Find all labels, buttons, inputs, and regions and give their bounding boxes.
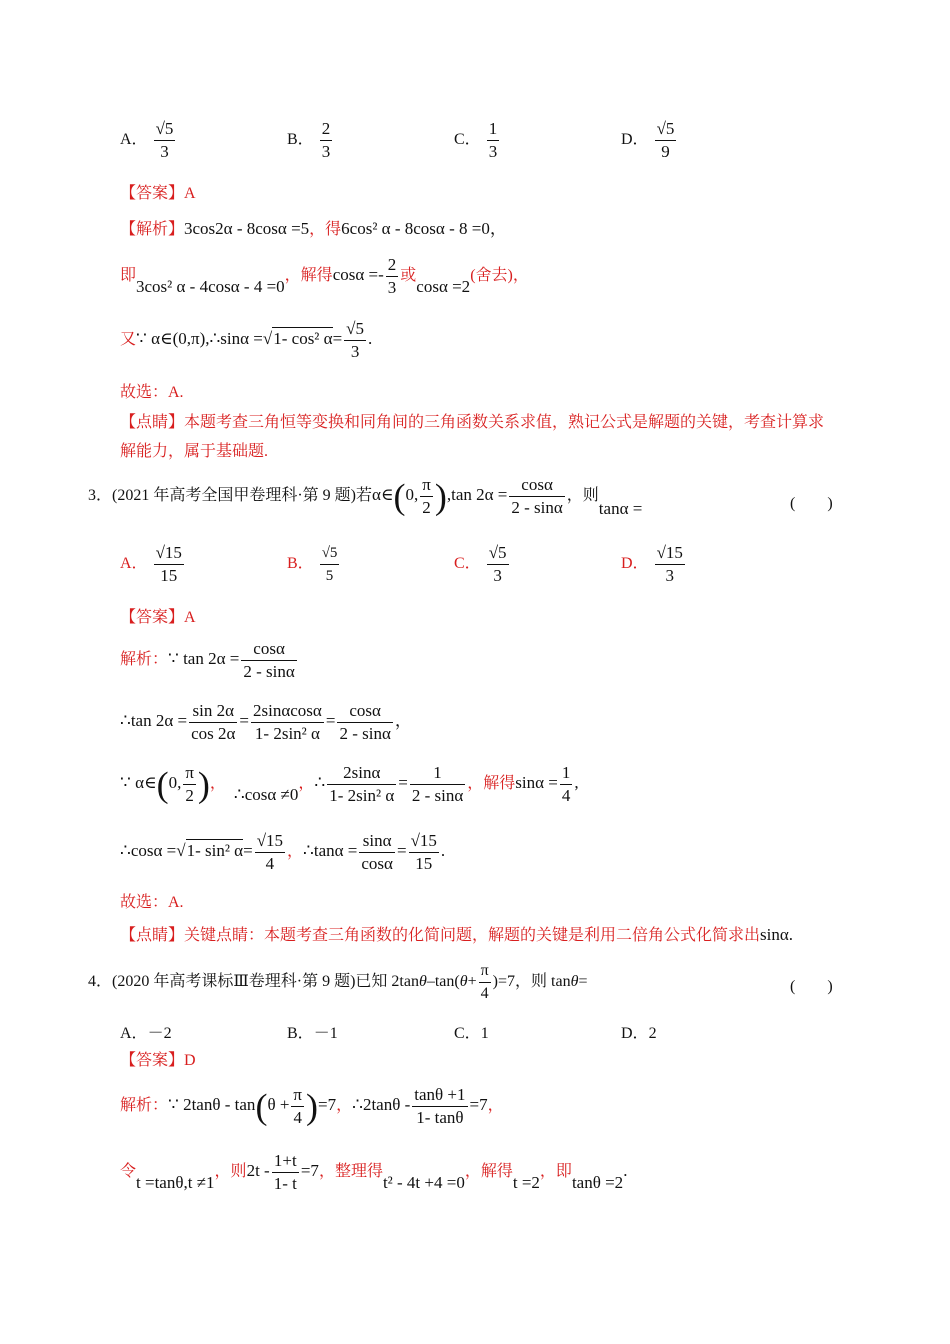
q2-option-c: C． $\frac{1}{3}$ [454,119,498,161]
q3-option-b: B． $\frac{√5}{5}$ [287,542,341,587]
q3-stem: 3．(2021 年高考全国甲卷理科·第 9 题)若α∈(0, $\frac{\pi}{2}$ ),tan 2α = $\frac{\cos\alpha}{2 - \sin\alpha}$ ，则tanα = [88,475,643,519]
sqrt-radicand: 1- cos² α [273,329,333,349]
q3-analysis-line-3: ∵ α∈(0, $\frac{\pi}{2}$ )，∴cosα ≠0，∴ $\frac{2\sin\alpha}{\text{1- 2sin² α}}$ = $\frac{1}{2 - \sin\alpha}$ ，解得sinα = $\frac{1}{4}$ , [120,763,579,805]
q2-choose: 故选：A. [120,384,184,401]
q2-analysis-line-1: 【解析】3cos2α - 8cosα =5，得6cos² α - 8cosα - 8 =0， [120,219,507,238]
q4-option-b: B．－1 [287,1025,338,1042]
q2-analysis-line-3: 又∵ α∈(0,π),∴sinα =√1- cos² α= $\frac{√5}{3}$ . [120,319,373,361]
q4-option-d: D．2 [621,1025,657,1042]
q4-answer-blank: ( ) [790,978,833,995]
q4-analysis-line-1: 解析：∵ 2tanθ - tan(θ + $\frac{\pi}{4}$ )=7，∴2tanθ - $\frac{\tan\theta +1}{1- \tan\theta}$ =7， [120,1085,504,1127]
q3-option-a: A． $\frac{√15}{15}$ [120,543,182,585]
q2-option-a: A． $\frac{√5}{3}$ [120,119,174,161]
q3-note: 【点睛】关键点睛：本题考查三角函数的化简问题，解题的关键是利用二倍角公式化简求出sinα. [120,925,794,944]
q4-analysis-line-2: 令t =tanθ,t ≠1，则2t - $\frac{1+t}{1- t}$ =7，整理得t² - 4t +4 =0，解得t =2，即tanθ =2. [120,1151,628,1193]
q4-option-a: A．－2 [120,1025,172,1042]
q3-answer-blank: ( ) [790,495,833,512]
fraction-num: √5 [154,118,176,141]
q2-answer: 【答案】A [120,185,196,202]
q3-answer: 【答案】A [120,609,196,626]
q2-analysis-line-2: 即3cos² α - 4cosα - 4 =0，解得cosα =- $\frac{2}{3}$ 或cosα =2(舍去)， [120,255,529,297]
q4-option-c: C．1 [454,1025,489,1042]
q3-analysis-line-1: 解析：∵ tan 2α = $\frac{\cos\alpha}{2 - \sin\alpha}$ [120,639,295,681]
q3-option-d: D． $\frac{√15}{3}$ [621,543,683,585]
q2-option-d: D． $\frac{√5}{9}$ [621,119,675,161]
q3-analysis-line-4: ∴cosα =√1- sin² α= $\frac{√15}{4}$ ，∴tanα = $\frac{\sin\alpha}{\cos\alpha}$ = $\frac{√15}{15}$ . [120,831,446,873]
q3-choose: 故选：A. [120,894,184,911]
q2-option-b: B． $\frac{2}{3}$ [287,119,331,161]
q2-note-line-1: 【点睛】本题考查三角恒等变换和同角间的三角函数关系求值，熟记公式是解题的关键，考查计算求 [120,414,825,431]
q4-answer: 【答案】D [120,1052,196,1069]
q3-option-c: C． $\frac{√5}{3}$ [454,543,507,585]
q4-stem: 4．(2020 年高考课标Ⅲ卷理科·第 9 题)已知 2tanθ–tan(θ+ $\frac{\pi}{4}$ )=7，则 tanθ= [88,962,588,1002]
fraction-den: 3 [160,142,169,161]
q3-analysis-line-2: ∴tan 2α = $\frac{\sin 2\alpha}{\cos 2\alpha}$ = $\frac{2\sin\alpha\cos\alpha}{\text{1- 2sin² α}}$ = $\frac{\cos\alpha}{2 - \sin\alpha}$ ， [120,701,412,743]
q2-note-line-2: 解能力，属于基础题. [120,443,269,460]
